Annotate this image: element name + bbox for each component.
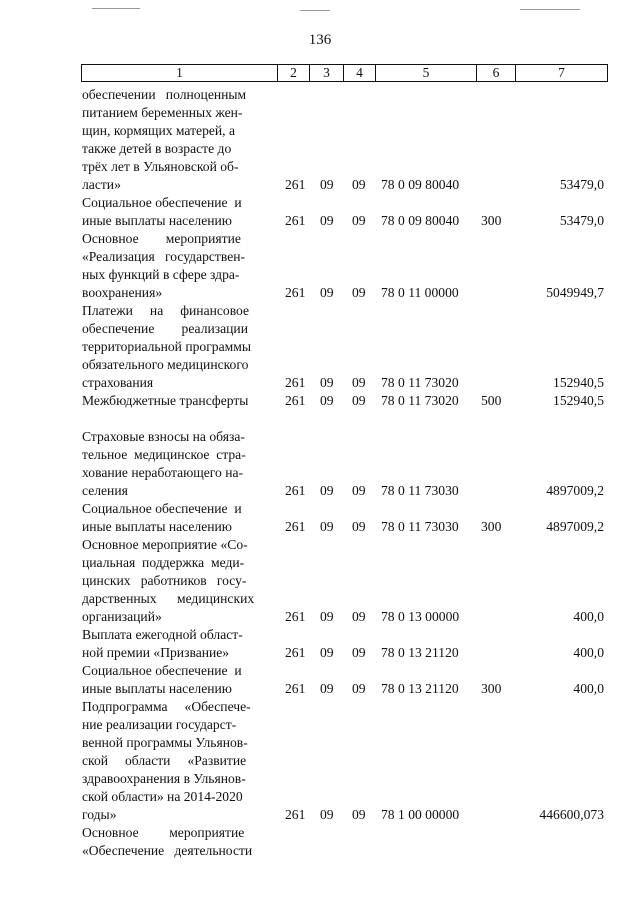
description-line: питанием беременных жен- <box>82 105 243 120</box>
scan-mark <box>92 8 140 9</box>
header-col-7: 7 <box>558 65 565 80</box>
cell-c3: 09 <box>320 681 334 696</box>
scan-mark <box>300 10 330 11</box>
cell-c7: 400,0 <box>573 681 604 696</box>
cell-c5: 78 0 13 21120 <box>381 681 459 696</box>
row-description <box>82 500 275 536</box>
description-line: Социальное обеспечение и <box>82 663 242 678</box>
row-description <box>82 86 275 194</box>
row-description <box>82 230 275 302</box>
cell-c4: 09 <box>352 609 366 624</box>
cell-c7: 4897009,2 <box>546 483 604 498</box>
description-line: также детей в возрасте до <box>82 141 232 156</box>
cell-c5: 78 0 09 80040 <box>381 177 460 192</box>
description-line: хование неработающего на- <box>82 465 244 480</box>
cell-c3: 09 <box>320 177 334 192</box>
cell-c3: 09 <box>320 645 334 660</box>
header-col-3: 3 <box>323 65 330 80</box>
description-line: обеспечение реализации <box>82 321 248 336</box>
description-line: циальная поддержка меди- <box>82 555 245 570</box>
description-line: Социальное обеспечение и <box>82 195 242 210</box>
cell-c3: 09 <box>320 285 334 300</box>
cell-c5: 78 0 11 73020 <box>381 393 459 408</box>
header-col-1: 1 <box>176 65 183 80</box>
cell-c7: 5049949,7 <box>546 285 604 300</box>
header-col-5: 5 <box>422 65 430 80</box>
description-line: воохранения» <box>82 285 163 300</box>
description-line: венной программы Ульянов- <box>82 735 248 750</box>
cell-c5: 78 0 13 21120 <box>381 645 459 660</box>
row-description <box>82 194 275 230</box>
description-line: цинских работников госу- <box>82 573 247 588</box>
cell-c3: 09 <box>320 609 334 624</box>
description-line: Страховые взносы на обяза- <box>82 429 245 444</box>
cell-c4: 09 <box>352 213 366 228</box>
row-description <box>82 824 275 860</box>
description-line: территориальной программы <box>82 339 251 354</box>
description-line: Социальное обеспечение и <box>82 501 242 516</box>
scan-mark <box>520 9 580 10</box>
table-header <box>81 64 608 82</box>
cell-c6: 300 <box>481 519 502 534</box>
description-line: дарственных медицинских <box>82 591 255 606</box>
cell-c7: 446600,073 <box>539 807 604 822</box>
cell-c4: 09 <box>352 375 366 390</box>
header-col-4: 4 <box>356 65 363 80</box>
description-line: Основное мероприятие <box>82 825 245 840</box>
cell-c4: 09 <box>352 519 366 534</box>
description-line: ние реализации государст- <box>82 717 237 732</box>
cell-c5: 78 0 09 80040 <box>381 213 460 228</box>
description-line: «Обеспечение деятельности <box>82 843 253 858</box>
description-line: здравоохранения в Ульянов- <box>82 771 246 786</box>
cell-c7: 53479,0 <box>559 177 604 192</box>
cell-c2: 261 <box>285 807 306 822</box>
cell-c7: 152940,5 <box>553 393 604 408</box>
cell-c4: 09 <box>352 285 366 300</box>
header-col-2: 2 <box>290 65 297 80</box>
cell-c7: 400,0 <box>573 645 604 660</box>
description-line: обеспечении полноценным <box>82 87 247 102</box>
cell-c4: 09 <box>352 177 366 192</box>
description-line: иные выплаты населению <box>82 213 232 228</box>
description-line: годы» <box>82 807 117 822</box>
cell-c3: 09 <box>320 375 334 390</box>
header-col-6: 6 <box>492 65 500 80</box>
cell-c5: 78 0 13 00000 <box>381 609 460 624</box>
description-line: Основное мероприятие «Со- <box>82 537 248 552</box>
description-line: Основное мероприятие <box>82 231 241 246</box>
cell-c5: 78 0 11 00000 <box>381 285 459 300</box>
cell-c5: 78 0 11 73030 <box>381 519 459 534</box>
cell-c2: 261 <box>285 393 306 408</box>
cell-c2: 261 <box>285 519 306 534</box>
cell-c3: 09 <box>320 483 334 498</box>
cell-c5: 78 0 11 73020 <box>381 375 459 390</box>
description-line: щин, кормящих матерей, а <box>82 123 236 138</box>
cell-c4: 09 <box>352 645 366 660</box>
description-line: организаций» <box>82 609 162 624</box>
description-line: ласти» <box>82 177 121 192</box>
cell-c7: 53479,0 <box>559 213 604 228</box>
row-description <box>82 626 275 662</box>
description-line: селения <box>82 483 128 498</box>
cell-c4: 09 <box>352 807 366 822</box>
description-line: иные выплаты населению <box>82 681 232 696</box>
page-number: 136 <box>308 32 332 48</box>
cell-c5: 78 0 11 73030 <box>381 483 459 498</box>
cell-c4: 09 <box>352 681 366 696</box>
cell-c7: 4897009,2 <box>546 519 604 534</box>
cell-c4: 09 <box>352 393 366 408</box>
description-line: обязательного медицинского <box>82 357 249 372</box>
cell-c3: 09 <box>320 807 334 822</box>
row-description <box>82 392 275 410</box>
description-line: ной премии «Призвание» <box>82 645 230 660</box>
cell-c2: 261 <box>285 645 306 660</box>
row-description <box>82 536 275 626</box>
description-line: страхования <box>82 375 154 390</box>
cell-c3: 09 <box>320 519 334 534</box>
cell-c7: 400,0 <box>573 609 604 624</box>
cell-c2: 261 <box>285 285 306 300</box>
cell-c3: 09 <box>320 393 334 408</box>
cell-c2: 261 <box>285 177 306 192</box>
cell-c7: 152940,5 <box>553 375 604 390</box>
cell-c2: 261 <box>285 681 306 696</box>
cell-c4: 09 <box>352 483 366 498</box>
description-line: ных функций в сфере здра- <box>82 267 240 282</box>
cell-c6: 300 <box>481 213 502 228</box>
description-line: трёх лет в Ульяновской об- <box>82 159 239 174</box>
description-line: Межбюджетные трансферты <box>82 393 249 408</box>
description-line: тельное медицинское стра- <box>82 447 246 462</box>
cell-c5: 78 1 00 00000 <box>381 807 460 822</box>
description-line: ской области» на 2014-2020 <box>82 789 243 804</box>
description-line: Подпрограмма «Обеспече- <box>82 699 251 714</box>
row-description <box>82 428 275 500</box>
cell-c2: 261 <box>285 483 306 498</box>
row-description <box>82 662 275 698</box>
description-line: ской области «Развитие <box>82 753 247 768</box>
description-line: иные выплаты населению <box>82 519 232 534</box>
cell-c6: 300 <box>481 681 502 696</box>
cell-c2: 261 <box>285 375 306 390</box>
cell-c2: 261 <box>285 609 306 624</box>
description-line: «Реализация государствен- <box>82 249 246 264</box>
row-description <box>82 302 275 392</box>
cell-c3: 09 <box>320 213 334 228</box>
cell-c6: 500 <box>481 393 502 408</box>
description-line: Выплата ежегодной област- <box>82 627 243 642</box>
description-line: Платежи на финансовое <box>82 303 250 318</box>
cell-c2: 261 <box>285 213 306 228</box>
row-description <box>82 698 275 824</box>
